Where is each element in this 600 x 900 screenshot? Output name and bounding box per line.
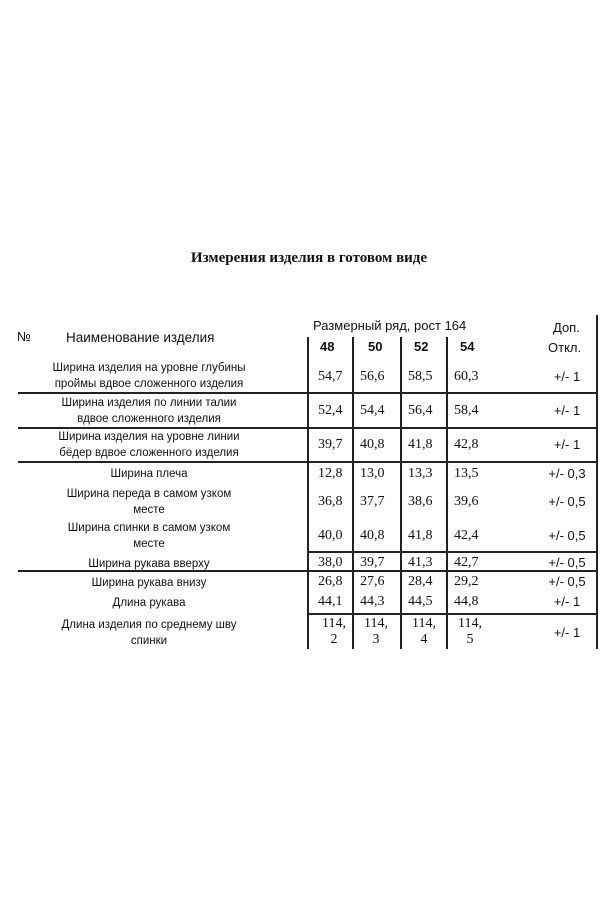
row-value: 39,7 bbox=[360, 555, 385, 570]
row-value: 56,6 bbox=[360, 369, 385, 384]
header-num: № bbox=[17, 329, 31, 344]
row-name bbox=[34, 466, 264, 482]
row-tolerance: +/- 0,5 bbox=[548, 555, 586, 570]
grid-hline bbox=[18, 461, 597, 463]
row-name-line: Ширина рукава вверху bbox=[88, 558, 210, 570]
row-value: 40,8 bbox=[360, 437, 385, 452]
header-name: Наименование изделия bbox=[66, 330, 215, 345]
row-name-line: Ширина спинки в самом узком bbox=[67, 522, 231, 534]
row-value: 52,4 bbox=[318, 403, 343, 418]
row-value: 114, 3 bbox=[364, 616, 388, 647]
size-header-48: 48 bbox=[320, 339, 335, 354]
grid-hline bbox=[18, 392, 597, 394]
row-value: 29,2 bbox=[454, 574, 479, 589]
grid-vline bbox=[307, 337, 309, 649]
row-name-line: Ширина изделия на уровне глубины bbox=[52, 362, 246, 374]
size-header-52: 52 bbox=[414, 339, 429, 354]
row-value: 58,4 bbox=[454, 403, 479, 418]
row-tolerance: +/- 1 bbox=[553, 437, 581, 452]
row-name bbox=[34, 520, 264, 552]
row-name-line: Ширина изделия по линии талии bbox=[61, 397, 237, 409]
row-value: 13,3 bbox=[408, 466, 433, 481]
row-name-line: Ширина изделия на уровне линии bbox=[58, 431, 240, 443]
row-value: 41,8 bbox=[408, 528, 433, 543]
row-name-line: Ширина плеча bbox=[110, 468, 188, 480]
row-tolerance: +/- 0,5 bbox=[548, 574, 586, 589]
row-name-line: спинки bbox=[130, 635, 168, 647]
row-value: 56,4 bbox=[408, 403, 433, 418]
row-value: 44,8 bbox=[454, 594, 479, 609]
row-value: 44,5 bbox=[408, 594, 433, 609]
row-value: 114, 4 bbox=[412, 616, 436, 647]
row-name bbox=[34, 429, 264, 461]
row-value: 44,1 bbox=[318, 594, 343, 609]
grid-vline bbox=[446, 337, 448, 649]
row-value: 41,8 bbox=[408, 437, 433, 452]
row-value: 12,8 bbox=[318, 466, 343, 481]
grid-vline bbox=[352, 337, 354, 649]
header-dop: Доп. bbox=[553, 320, 580, 335]
grid-hline bbox=[307, 613, 597, 615]
row-value: 42,8 bbox=[454, 437, 479, 452]
row-name-line: Длина рукава bbox=[112, 597, 186, 609]
row-name-line: Ширина переда в самом узком bbox=[66, 488, 232, 500]
row-name bbox=[34, 360, 264, 392]
row-value: 42,7 bbox=[454, 555, 479, 570]
page-title: Измерения изделия в готовом виде bbox=[190, 250, 428, 266]
row-value: 40,0 bbox=[318, 528, 343, 543]
row-tolerance: +/- 1 bbox=[553, 625, 581, 640]
row-tolerance: +/- 1 bbox=[553, 403, 581, 418]
row-name bbox=[34, 595, 264, 611]
row-value: 54,7 bbox=[318, 369, 343, 384]
row-value: 54,4 bbox=[360, 403, 385, 418]
row-name-line: месте bbox=[133, 538, 165, 550]
size-header-50: 50 bbox=[368, 339, 383, 354]
row-name-line: месте bbox=[133, 504, 165, 516]
row-value: 41,3 bbox=[408, 555, 433, 570]
row-name bbox=[34, 556, 264, 572]
row-value: 28,4 bbox=[408, 574, 433, 589]
row-value: 38,6 bbox=[408, 494, 433, 509]
row-value: 114, 5 bbox=[458, 616, 482, 647]
row-value: 13,5 bbox=[454, 466, 479, 481]
row-value: 39,6 bbox=[454, 494, 479, 509]
row-value: 13,0 bbox=[360, 466, 385, 481]
row-value: 42,4 bbox=[454, 528, 479, 543]
row-tolerance: +/- 0,5 bbox=[548, 494, 586, 509]
row-name bbox=[34, 395, 264, 427]
row-value: 114, 2 bbox=[322, 616, 346, 647]
row-value: 40,8 bbox=[360, 528, 385, 543]
row-value: 44,3 bbox=[360, 594, 385, 609]
row-value: 26,8 bbox=[318, 574, 343, 589]
row-value: 58,5 bbox=[408, 369, 433, 384]
row-value: 27,6 bbox=[360, 574, 385, 589]
row-tolerance: +/- 1 bbox=[553, 594, 581, 609]
row-tolerance: +/- 0,5 bbox=[548, 528, 586, 543]
row-tolerance: +/- 0,3 bbox=[548, 466, 586, 481]
row-value: 36,8 bbox=[318, 494, 343, 509]
row-name bbox=[34, 486, 264, 518]
row-name-line: Ширина рукава внизу bbox=[91, 577, 207, 589]
row-name bbox=[34, 575, 264, 591]
row-name-line: бёдер вдвое сложенного изделия bbox=[59, 447, 239, 459]
row-name-line: Длина изделия по среднему шву bbox=[61, 619, 237, 631]
row-value: 39,7 bbox=[318, 437, 343, 452]
grid-vline bbox=[400, 337, 402, 649]
grid-hline bbox=[307, 551, 597, 553]
row-value: 38,0 bbox=[318, 555, 343, 570]
row-value: 37,7 bbox=[360, 494, 385, 509]
size-header-54: 54 bbox=[460, 339, 475, 354]
header-otkl: Откл. bbox=[548, 340, 582, 355]
row-value: 60,3 bbox=[454, 369, 479, 384]
header-size-range: Размерный ряд, рост 164 bbox=[313, 318, 467, 333]
row-name bbox=[34, 617, 264, 649]
row-name-line: проймы вдвое сложенного изделия bbox=[54, 378, 244, 390]
row-tolerance: +/- 1 bbox=[553, 369, 581, 384]
row-name-line: вдвое сложенного изделия bbox=[77, 413, 221, 425]
